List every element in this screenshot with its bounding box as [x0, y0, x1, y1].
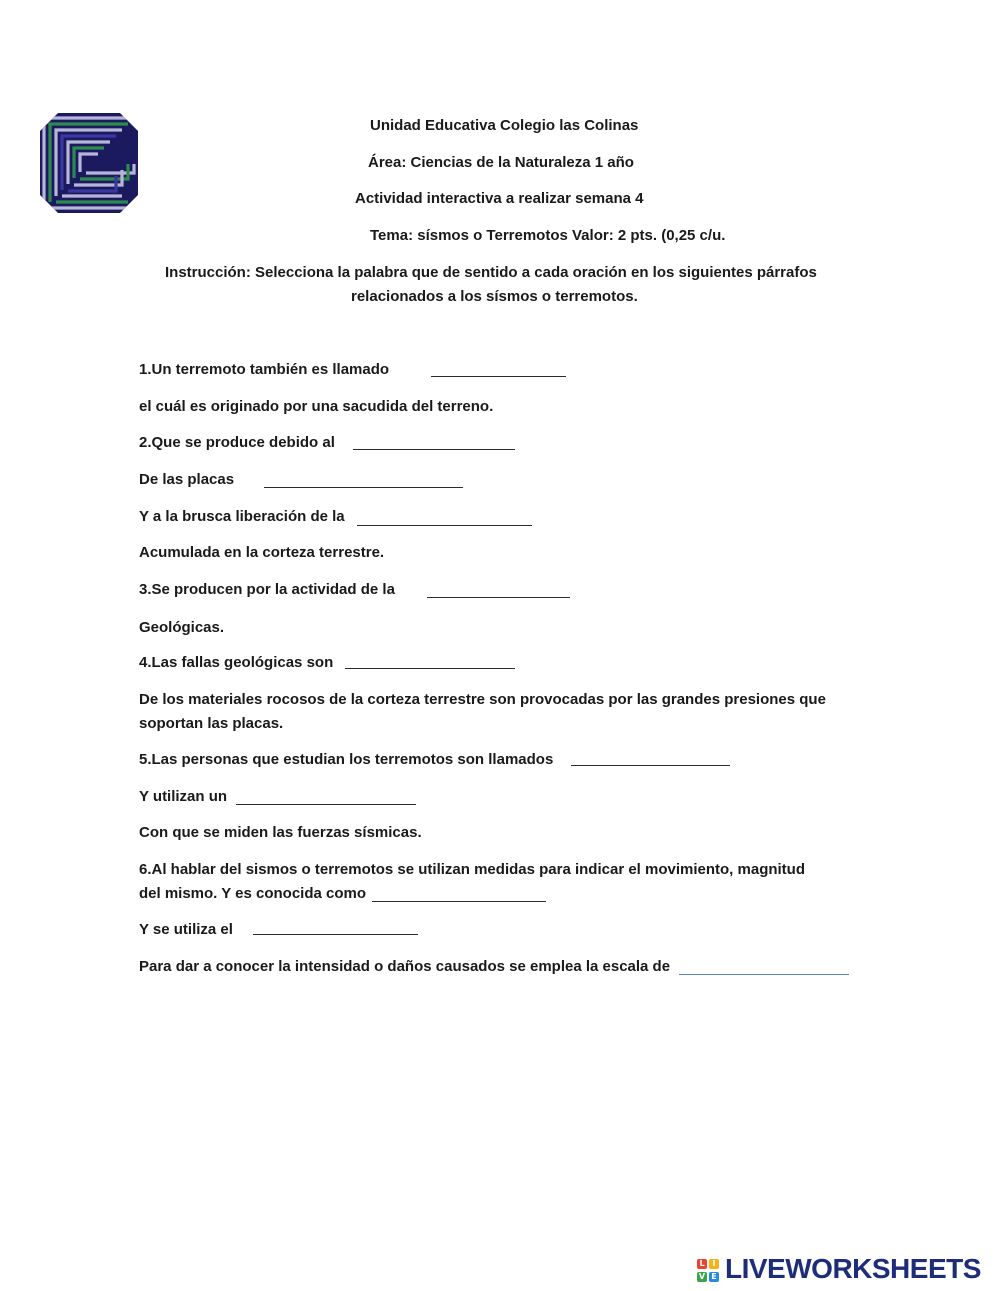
question-1: 1.Un terremoto también es llamado — [139, 361, 390, 378]
school-name: Unidad Educativa Colegio las Colinas — [370, 117, 639, 134]
text-line: Para dar a conocer la intensidad o daños causados se emplea la escala de — [139, 958, 671, 975]
answer-blank-7[interactable] — [571, 765, 730, 766]
answer-blank-2[interactable] — [353, 449, 515, 450]
answer-blank-11[interactable] — [679, 974, 849, 975]
question-2: 2.Que se produce debido al — [139, 434, 335, 451]
text-line: soportan las placas. — [139, 715, 284, 732]
answer-blank-8[interactable] — [236, 804, 416, 805]
answer-blank-9[interactable] — [372, 901, 546, 902]
badge-e: E — [709, 1272, 719, 1282]
answer-blank-5[interactable] — [427, 597, 570, 598]
instruction-line-2: relacionados a los sísmos o terremotos. — [351, 288, 638, 305]
question-6: 6.Al hablar del sismos o terremotos se utilizan medidas para indicar el movimiento, magnitud — [139, 861, 806, 878]
topic-value: Tema: sísmos o Terremotos Valor: 2 pts. (0,25 c/u. — [370, 227, 726, 244]
question-4: 4.Las fallas geológicas son — [139, 654, 334, 671]
text-line: del mismo. Y es conocida como — [139, 885, 367, 902]
text-line: Geológicas. — [139, 619, 225, 636]
activity-title: Actividad interactiva a realizar semana 4 — [355, 190, 644, 207]
liveworksheets-brand: LIVEWORKSHEETS — [725, 1253, 981, 1284]
instruction-line-1: Instrucción: Selecciona la palabra que de sentido a cada oración en los siguientes párrafos — [165, 264, 817, 281]
text-line: Y se utiliza el — [139, 921, 233, 938]
text-line: De las placas — [139, 471, 235, 488]
text-line: De los materiales rocosos de la corteza terrestre son provocadas por las grandes presiones que — [139, 691, 826, 708]
badge-v: V — [698, 1272, 706, 1281]
answer-blank-4[interactable] — [357, 525, 532, 526]
text-line: Acumulada en la corteza terrestre. — [139, 544, 385, 561]
text-line: Y a la brusca liberación de la — [139, 508, 345, 525]
question-5: 5.Las personas que estudian los terremotos son llamados — [139, 751, 554, 768]
answer-blank-6[interactable] — [345, 668, 515, 669]
answer-blank-10[interactable] — [253, 934, 418, 935]
subject-area: Área: Ciencias de la Naturaleza 1 año — [368, 154, 634, 171]
answer-blank-3[interactable] — [264, 487, 463, 488]
text-line: Y utilizan un — [139, 788, 228, 805]
text-line: el cuál es originado por una sacudida del terreno. — [139, 398, 494, 415]
answer-blank-1[interactable] — [431, 376, 566, 377]
liveworksheets-badge-icon — [697, 1259, 721, 1285]
question-3: 3.Se producen por la actividad de la — [139, 581, 395, 598]
badge-l: L — [697, 1259, 707, 1269]
badge-i: I — [709, 1259, 719, 1269]
text-line: Con que se miden las fuerzas sísmicas. — [139, 824, 422, 841]
school-logo — [40, 113, 138, 213]
